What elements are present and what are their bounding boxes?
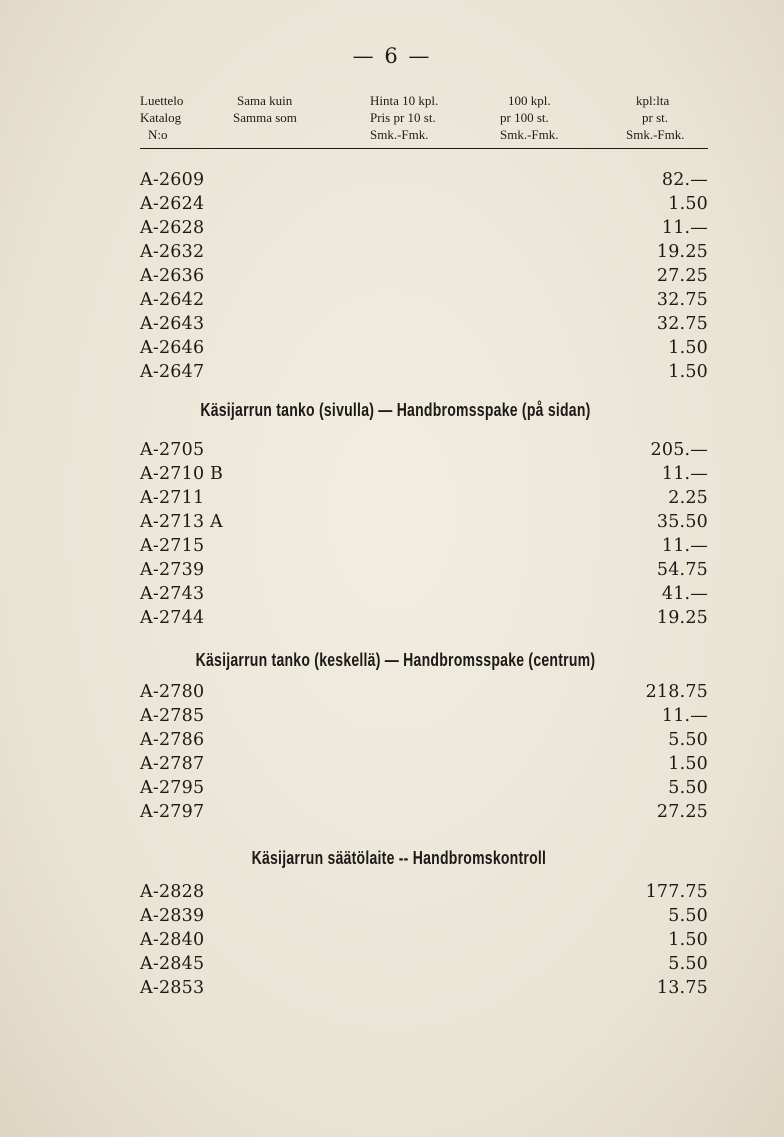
catalog-number: A-2795 xyxy=(140,778,205,798)
header-price-100 xyxy=(500,92,559,143)
header-line: pr st. xyxy=(642,110,668,125)
table-row xyxy=(140,904,708,928)
table-row xyxy=(140,168,708,192)
header-line: Samma som xyxy=(233,110,297,125)
catalog-number: A-2713 A xyxy=(140,512,223,532)
table-row xyxy=(140,486,708,510)
catalog-number: A-2785 xyxy=(140,706,205,726)
table-row xyxy=(140,680,708,704)
unit-price: 41.— xyxy=(661,584,708,604)
unit-price: 11.— xyxy=(661,464,708,484)
catalog-number: A-2786 xyxy=(140,730,205,750)
catalog-number: A-2744 xyxy=(140,608,205,628)
catalog-number: A-2642 xyxy=(140,290,205,310)
table-row xyxy=(140,336,708,360)
header-line: Smk.-Fmk. xyxy=(370,127,429,142)
table-row xyxy=(140,216,708,240)
unit-price: 13.75 xyxy=(656,978,708,998)
catalog-number: A-2643 xyxy=(140,314,205,334)
unit-price: 1.50 xyxy=(668,362,708,382)
section-title-side-handbrake: Käsijarrun tanko (sivulla) — Handbromsspake (på sidan) xyxy=(200,400,591,420)
header-divider xyxy=(140,148,708,149)
unit-price: 82.— xyxy=(661,170,708,190)
page-number: — 6 — xyxy=(352,44,432,68)
catalog-number: A-2624 xyxy=(140,194,205,214)
table-row xyxy=(140,192,708,216)
table-row xyxy=(140,752,708,776)
header-price-10 xyxy=(370,92,438,143)
catalog-number: A-2636 xyxy=(140,266,205,286)
catalog-number: A-2840 xyxy=(140,930,205,950)
table-row xyxy=(140,240,708,264)
catalog-number: A-2632 xyxy=(140,242,205,262)
unit-price: 177.75 xyxy=(645,882,708,902)
header-line: pr 100 st. xyxy=(500,110,549,125)
unit-price: 1.50 xyxy=(668,930,708,950)
header-price-each xyxy=(626,92,685,143)
header-line: Katalog xyxy=(140,110,182,125)
table-row xyxy=(140,438,708,462)
table-row xyxy=(140,880,708,904)
table-row xyxy=(140,312,708,336)
header-line: Smk.-Fmk. xyxy=(500,127,559,142)
header-catalog-number xyxy=(140,92,183,143)
header-line: Sama kuin xyxy=(237,93,293,108)
table-row xyxy=(140,558,708,582)
catalog-number: A-2705 xyxy=(140,440,205,460)
catalog-number: A-2710 B xyxy=(140,464,224,484)
unit-price: 19.25 xyxy=(656,242,708,262)
table-row xyxy=(140,264,708,288)
catalog-number: A-2715 xyxy=(140,536,205,556)
unit-price: 5.50 xyxy=(668,730,708,750)
unit-price: 1.50 xyxy=(668,194,708,214)
unit-price: 11.— xyxy=(661,706,708,726)
catalog-number: A-2853 xyxy=(140,978,205,998)
header-line: Hinta 10 kpl. xyxy=(370,93,439,108)
catalog-number: A-2839 xyxy=(140,906,205,926)
header-line: Pris pr 10 st. xyxy=(370,110,436,125)
unit-price: 205.— xyxy=(650,440,708,460)
catalog-number: A-2647 xyxy=(140,362,205,382)
unit-price: 1.50 xyxy=(668,338,708,358)
catalog-number: A-2609 xyxy=(140,170,205,190)
header-same-as xyxy=(233,92,297,126)
unit-price: 54.75 xyxy=(656,560,708,580)
header-line: Smk.-Fmk. xyxy=(626,127,685,142)
catalog-number: A-2646 xyxy=(140,338,205,358)
table-row xyxy=(140,800,708,824)
unit-price: 1.50 xyxy=(668,754,708,774)
header-line: Luettelo xyxy=(140,93,184,108)
table-row xyxy=(140,534,708,558)
unit-price: 5.50 xyxy=(668,954,708,974)
unit-price: 218.75 xyxy=(645,682,708,702)
table-row xyxy=(140,976,708,1000)
catalog-number: A-2628 xyxy=(140,218,205,238)
unit-price: 5.50 xyxy=(668,778,708,798)
catalog-number: A-2845 xyxy=(140,954,205,974)
table-row xyxy=(140,728,708,752)
table-row xyxy=(140,462,708,486)
unit-price: 32.75 xyxy=(656,314,708,334)
section-title-center-handbrake: Käsijarrun tanko (keskellä) — Handbromsspake (centrum) xyxy=(195,650,596,670)
table-row xyxy=(140,288,708,312)
unit-price: 19.25 xyxy=(656,608,708,628)
table-row xyxy=(140,952,708,976)
table-row xyxy=(140,776,708,800)
unit-price: 32.75 xyxy=(656,290,708,310)
section-title-handbrake-adjuster: Käsijarrun säätölaite -- Handbromskontroll xyxy=(251,848,547,868)
table-row xyxy=(140,510,708,534)
table-row xyxy=(140,360,708,384)
header-line: kpl:lta xyxy=(636,93,670,108)
catalog-number: A-2797 xyxy=(140,802,205,822)
unit-price: 35.50 xyxy=(656,512,708,532)
unit-price: 11.— xyxy=(661,218,708,238)
catalog-number: A-2828 xyxy=(140,882,205,902)
unit-price: 27.25 xyxy=(656,802,708,822)
catalog-number: A-2787 xyxy=(140,754,205,774)
unit-price: 11.— xyxy=(661,536,708,556)
catalog-number: A-2780 xyxy=(140,682,205,702)
unit-price: 2.25 xyxy=(668,488,708,508)
table-row xyxy=(140,704,708,728)
table-row xyxy=(140,582,708,606)
catalog-number: A-2743 xyxy=(140,584,205,604)
catalog-number: A-2739 xyxy=(140,560,205,580)
unit-price: 5.50 xyxy=(668,906,708,926)
header-line: N:o xyxy=(148,127,168,142)
unit-price: 27.25 xyxy=(656,266,708,286)
header-line: 100 kpl. xyxy=(508,93,551,108)
catalog-number: A-2711 xyxy=(140,488,205,508)
table-row xyxy=(140,606,708,630)
table-row xyxy=(140,928,708,952)
